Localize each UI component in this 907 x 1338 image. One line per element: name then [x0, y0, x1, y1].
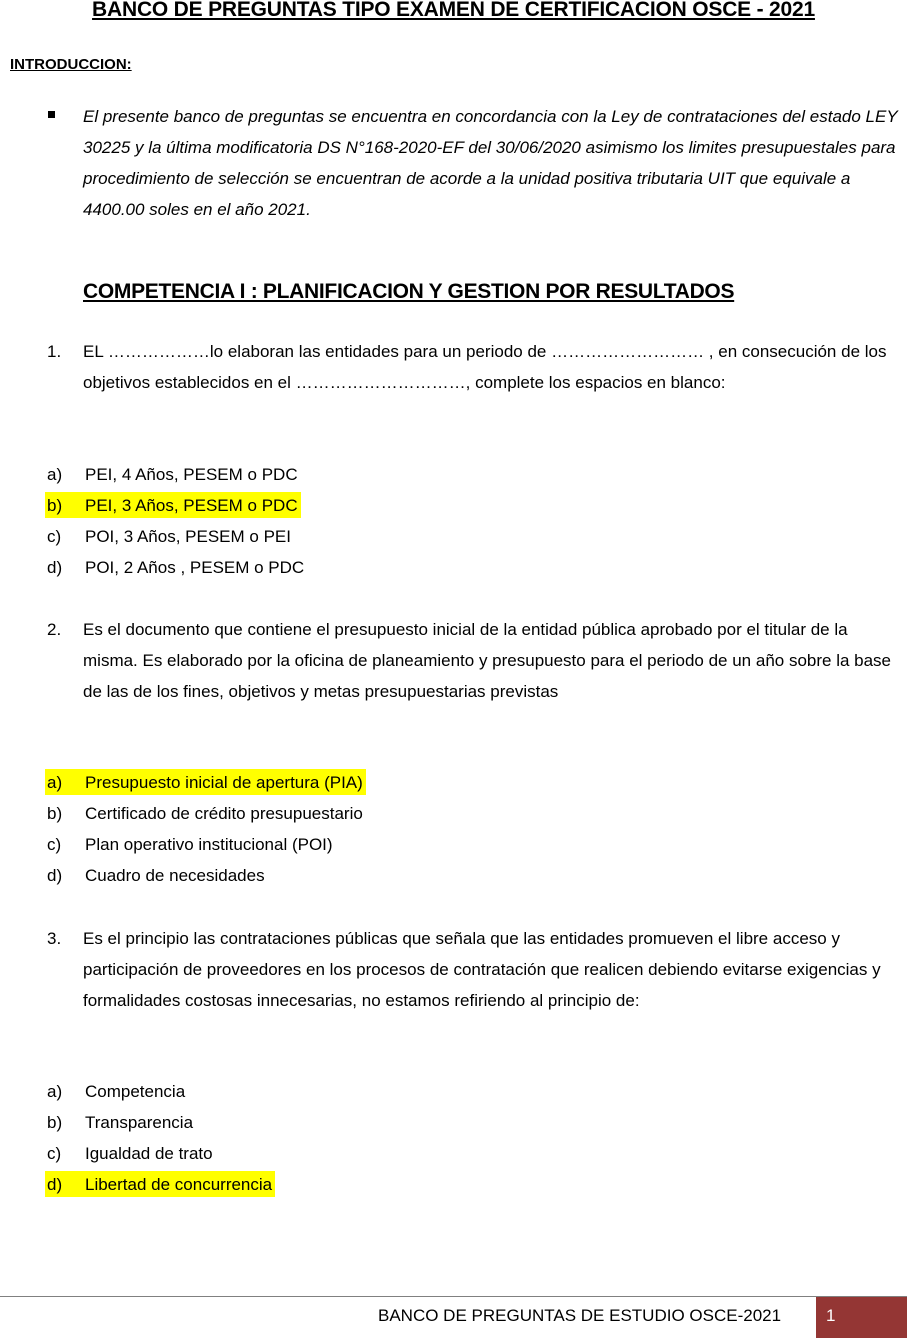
answer-option [0, 798, 907, 829]
page-number-badge [816, 1297, 907, 1338]
option-text: Cuadro de necesidades [85, 865, 265, 885]
question-text: Es el documento que contiene el presupuesto inicial de la entidad pública aprobado por el titular de la misma. Es elaborado por la oficina de planeamiento y presupuesto para el periodo de un año sobre la base de las de los fines, objetivos y metas presupuestarias previstas [83, 620, 892, 701]
option-letter: a) [47, 772, 63, 792]
option-letter: c) [47, 834, 62, 854]
option-text: Presupuesto inicial de apertura (PIA) [85, 772, 363, 792]
option-letter: c) [47, 526, 62, 546]
intro-heading: INTRODUCCION: [10, 56, 132, 73]
option-text: POI, 2 Años , PESEM o PDC [85, 557, 305, 577]
option-letter: c) [47, 1143, 62, 1163]
option-text: PEI, 4 Años, PESEM o PDC [85, 464, 298, 484]
answer-option [0, 521, 907, 552]
footer-text: BANCO DE PREGUNTAS DE ESTUDIO OSCE-2021 [378, 1306, 782, 1325]
option-text: Competencia [85, 1081, 186, 1101]
option-text: Igualdad de trato [85, 1143, 213, 1163]
answer-option [0, 1107, 907, 1138]
answer-option [0, 552, 907, 583]
document-title: BANCO DE PREGUNTAS TIPO EXAMEN DE CERTIFICACION OSCE - 2021 [92, 0, 815, 21]
answer-option [0, 767, 907, 798]
option-letter: b) [47, 1112, 63, 1132]
answer-option [0, 829, 907, 860]
intro-paragraph: El presente banco de preguntas se encuentra en concordancia con la Ley de contrataciones del estado LEY 30225 y la última modificatoria DS N°168-2020-EF del 30/06/2020 asimismo los limites presupuestales para procedimiento de selección se encuentran de acorde a la unidad positiva tributaria UIT que equivale a 4400.00 soles en el año 2021. [83, 107, 898, 219]
answer-option [0, 1169, 907, 1200]
answer-option [0, 1138, 907, 1169]
option-letter: a) [47, 464, 63, 484]
question-text: Es el principio las contrataciones públicas que señala que las entidades promueven el libre acceso y participación de proveedores en los procesos de contratación que realicen debiendo evitarse exigencias y formalidades costosas innecesarias, no estamos refiriendo al principio de: [83, 929, 881, 1010]
option-letter: b) [47, 495, 63, 515]
option-text: Plan operativo institucional (POI) [85, 834, 333, 854]
option-letter: d) [47, 557, 63, 577]
question-number: 2. [47, 620, 62, 639]
option-letter: d) [47, 1174, 63, 1194]
answer-option [0, 459, 907, 490]
page-number: 1 [826, 1306, 836, 1325]
option-letter: d) [47, 865, 63, 885]
option-text: POI, 3 Años, PESEM o PEI [85, 526, 291, 546]
option-text: Libertad de concurrencia [85, 1174, 273, 1194]
competency-heading: COMPETENCIA I : PLANIFICACION Y GESTION POR RESULTADOS [83, 280, 735, 303]
question-number: 1. [47, 342, 62, 361]
question-text: EL ………………lo elaboran las entidades para un periodo de ……………………… , en consecución de los objetivos establecidos en el …………………………, complete los espacios en blanco: [83, 342, 887, 392]
option-text: Certificado de crédito presupuestario [85, 803, 363, 823]
answer-option [0, 490, 907, 521]
footer-divider [0, 1296, 907, 1297]
answer-option [0, 860, 907, 891]
option-letter: a) [47, 1081, 63, 1101]
square-bullet-icon [48, 111, 55, 118]
option-text: Transparencia [85, 1112, 194, 1132]
question-number: 3. [47, 929, 62, 948]
option-letter: b) [47, 803, 63, 823]
answer-option [0, 1076, 907, 1107]
option-text: PEI, 3 Años, PESEM o PDC [85, 495, 298, 515]
